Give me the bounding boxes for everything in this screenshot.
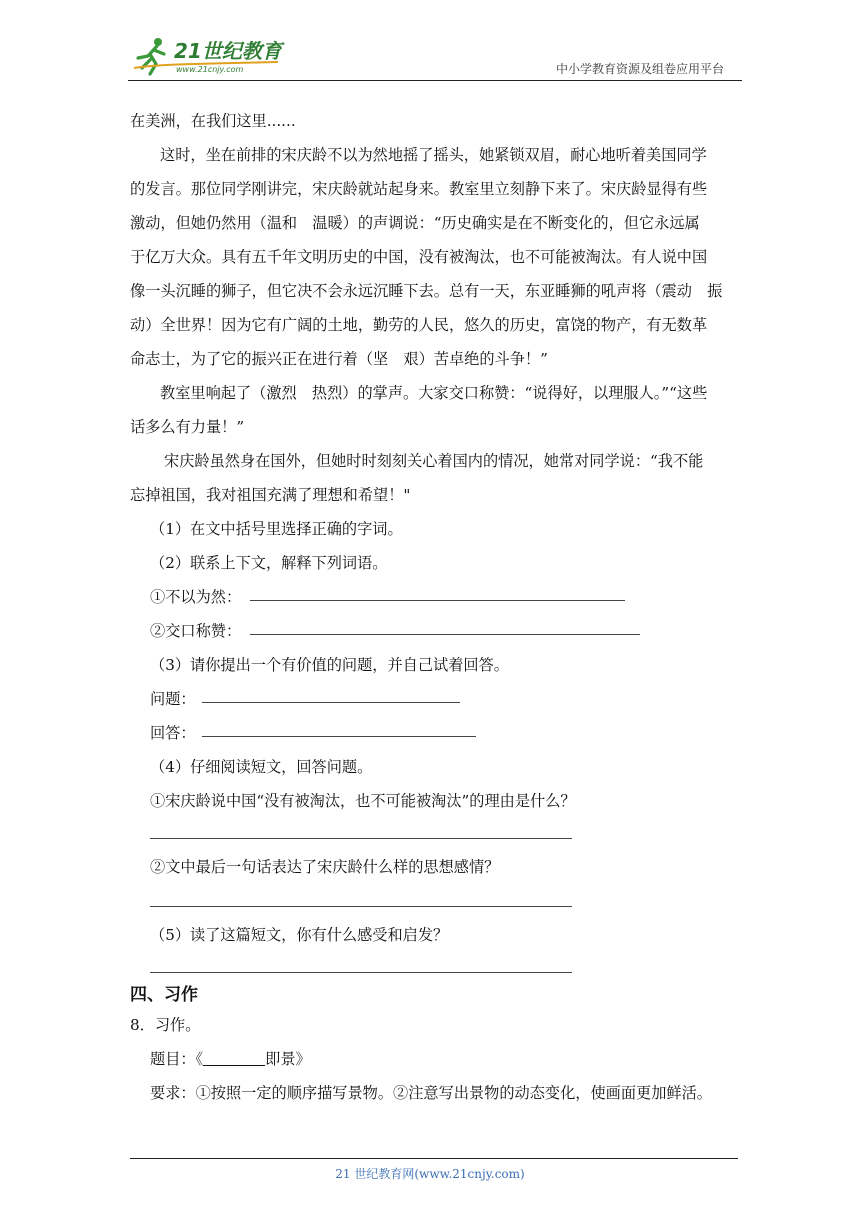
question-3-answer-label: 回答： bbox=[150, 724, 196, 742]
answer-blank[interactable] bbox=[250, 634, 640, 635]
question-4b: ②文中最后一句话表达了宋庆龄什么样的思想感情？ bbox=[150, 858, 500, 876]
question-4a: ①宋庆龄说中国“没有被淘汰，也不可能被淘汰”的理由是什么？ bbox=[150, 792, 576, 810]
answer-blank[interactable] bbox=[150, 906, 572, 907]
header-platform-text: 中小学教育资源及组卷应用平台 bbox=[555, 62, 724, 76]
answer-blank[interactable] bbox=[202, 736, 476, 737]
section-title: 四、习作 bbox=[130, 985, 198, 1005]
question-2a-label: ①不以为然： bbox=[150, 588, 242, 606]
answer-blank[interactable] bbox=[250, 600, 625, 601]
passage-line: 的发言。那位同学刚讲完，宋庆龄就站起身来。教室里立刻静下来了。宋庆龄显得有些 bbox=[130, 180, 708, 198]
passage-line: 宋庆龄虽然身在国外，但她时时刻刻关心着国内的情况，她常对同学说：“我不能 bbox=[164, 452, 704, 470]
passage-line: 在美洲，在我们这里...... bbox=[130, 112, 296, 130]
footer-divider bbox=[130, 1158, 738, 1159]
passage-line: 命志士，为了它的振兴正在进行着（坚 艰）苦卓绝的斗争！” bbox=[130, 350, 548, 368]
question-1: （1）在文中括号里选择正确的字词。 bbox=[150, 520, 403, 538]
passage-line: 教室里响起了（激烈 热烈）的掌声。大家交口称赞：“说得好，以理服人。”“这些 bbox=[160, 384, 708, 402]
question-5: （5）读了这篇短文，你有什么感受和启发？ bbox=[150, 926, 449, 944]
passage-line: 动）全世界！因为它有广阔的土地，勤劳的人民，悠久的历史，富饶的物产，有无数革 bbox=[130, 316, 708, 334]
answer-blank[interactable] bbox=[150, 972, 572, 973]
passage-line: 像一头沉睡的狮子，但它决不会永远沉睡下去。总有一天，东亚睡狮的吼声将（震动 振 bbox=[130, 282, 723, 300]
topic-blank[interactable] bbox=[203, 1064, 265, 1066]
answer-blank[interactable] bbox=[202, 702, 460, 703]
site-logo bbox=[128, 34, 288, 76]
essay-requirement: 要求：①按照一定的顺序描写景物。②注意写出景物的动态变化，使画面更加鲜活。 bbox=[150, 1084, 712, 1102]
logo-url: www.21cnjy.com bbox=[176, 65, 244, 74]
passage-line: 于亿万大众。具有五千年文明历史的中国，没有被淘汰，也不可能被淘汰。有人说中国 bbox=[130, 248, 708, 266]
essay-topic bbox=[150, 1042, 755, 1076]
logo-text: 21世纪教育 bbox=[174, 39, 282, 63]
question-3-question-label: 问题： bbox=[150, 690, 196, 708]
passage-line: 激动，但她仍然用（温和 温暖）的声调说：“历史确实是在不断变化的，但它永远属 bbox=[130, 214, 700, 232]
passage-line: 话多么有力量！” bbox=[130, 418, 245, 436]
question-3: （3）请你提出一个有价值的问题，并自己试着回答。 bbox=[150, 656, 509, 674]
header-divider bbox=[128, 80, 742, 81]
passage-line: 忘掉祖国，我对祖国充满了理想和希望！" bbox=[130, 486, 411, 504]
topic-suffix: 即景》 bbox=[265, 1050, 311, 1068]
question-4: （4）仔细阅读短文，回答问题。 bbox=[150, 758, 373, 776]
answer-blank[interactable] bbox=[150, 838, 572, 839]
question-2: （2）联系上下文，解释下列词语。 bbox=[150, 554, 388, 572]
passage-line: 这时，坐在前排的宋庆龄不以为然地摇了摇头，她紧锁双眉，耐心地听着美国同学 bbox=[160, 146, 707, 164]
question-8: 8．习作。 bbox=[130, 1016, 201, 1034]
footer-text: 21 世纪教育网(www.21cnjy.com) bbox=[335, 1167, 525, 1181]
question-2b-label: ②交口称赞： bbox=[150, 622, 242, 640]
topic-prefix: 题目：《 bbox=[150, 1050, 204, 1068]
